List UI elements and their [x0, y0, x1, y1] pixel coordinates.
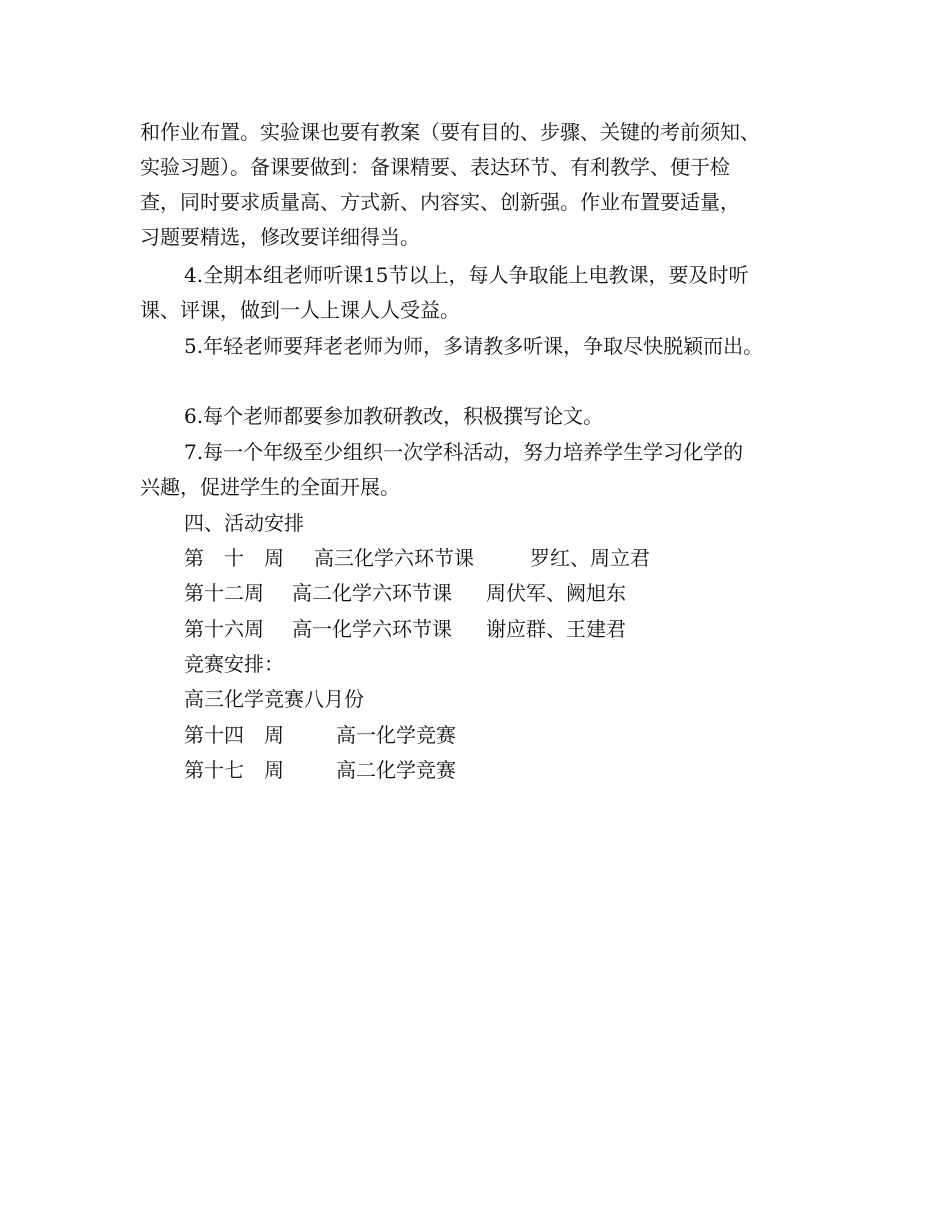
paragraph-4-line-1: 4.全期本组老师听课15节以上，每人争取能上电教课，要及时听 — [184, 263, 749, 287]
activity-people: 谢应群、王建君 — [486, 617, 626, 641]
competition-week: 第十四 周 — [184, 723, 284, 747]
activity-row — [184, 617, 626, 641]
activity-event: 高三化学六环节课 — [314, 546, 474, 570]
paragraph-5: 5.年轻老师要拜老老师为师，多请教多听课，争取尽快脱颖而出。 — [184, 334, 764, 358]
paragraph-6: 6.每个老师都要参加教研教改，积极撰写论文。 — [184, 404, 604, 428]
activity-week: 第十二周 — [184, 581, 264, 605]
competition-week: 第十七 周 — [184, 758, 284, 782]
competition-row — [184, 723, 456, 747]
paragraph-3-line-2: 实验习题）。备课要做到：备课精要、表达环节、有利教学、便于检 — [140, 155, 730, 179]
paragraph-3-line-4: 习题要精选，修改要详细得当。 — [140, 225, 420, 249]
competition-row — [184, 758, 456, 782]
activity-people: 周伏军、阙旭东 — [486, 581, 626, 605]
paragraph-3-line-3: 查，同时要求质量高、方式新、内容实、创新强。作业布置要适量， — [140, 190, 740, 214]
competition-heading: 竞赛安排： — [184, 652, 284, 676]
paragraph-7-line-2: 兴趣，促进学生的全面开展。 — [140, 475, 400, 499]
activity-row — [184, 581, 626, 605]
competition-event: 高一化学竞赛 — [336, 723, 456, 747]
competition-event: 高二化学竞赛 — [336, 758, 456, 782]
activity-row — [184, 546, 650, 570]
activity-week: 第 十 周 — [184, 546, 284, 570]
activity-event: 高一化学六环节课 — [292, 617, 452, 641]
section-heading: 四、活动安排 — [184, 511, 304, 535]
paragraph-4-line-2: 课、评课，做到一人上课人人受益。 — [140, 298, 460, 322]
activity-event: 高二化学六环节课 — [292, 581, 452, 605]
paragraph-7-line-1: 7.每一个年级至少组织一次学科活动，努力培养学生学习化学的 — [184, 440, 744, 464]
competition-row: 高三化学竞赛八月份 — [184, 687, 364, 711]
paragraph-3-line-1: 和作业布置。实验课也要有教案（要有目的、步骤、关键的考前须知、 — [140, 120, 760, 144]
activity-week: 第十六周 — [184, 617, 264, 641]
activity-people: 罗红、周立君 — [530, 546, 650, 570]
